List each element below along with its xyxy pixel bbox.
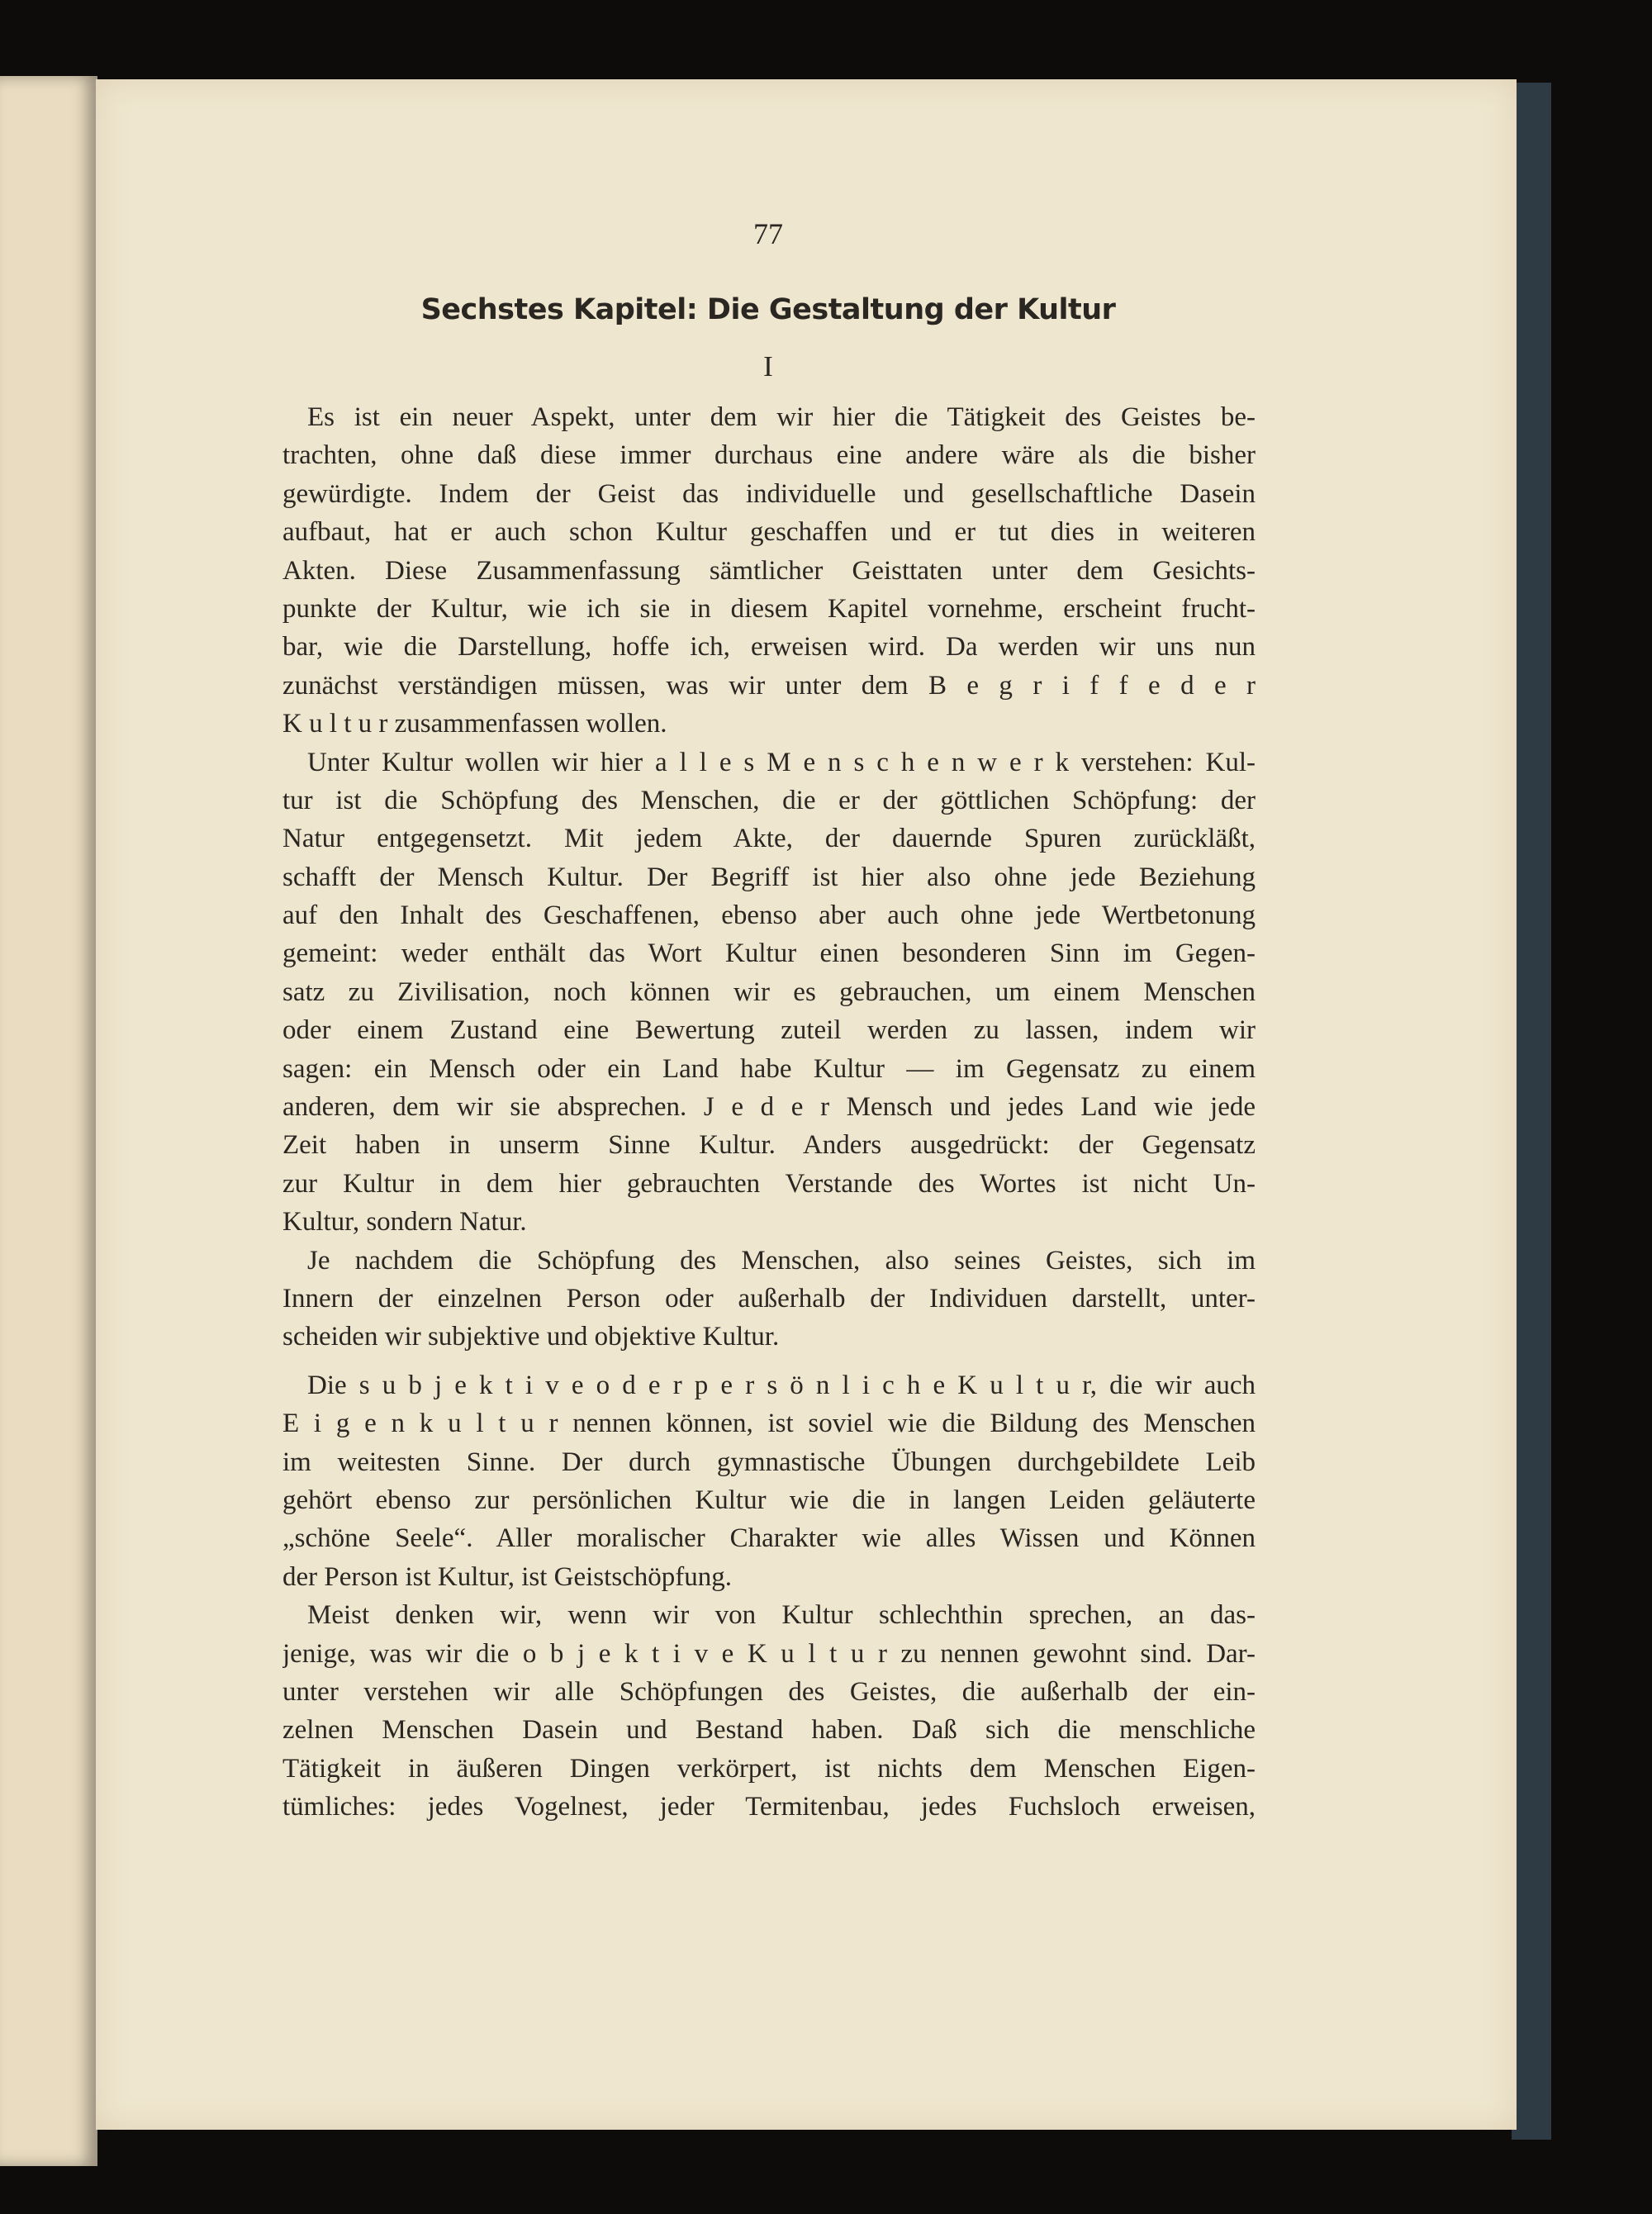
- text-line: satz zu Zivilisation, noch können wir es gebrauchen, um einem Menschen: [282, 976, 1256, 1007]
- text-line: punkte der Kultur, wie ich sie in diesem Kapitel vornehme, erscheint frucht-: [282, 593, 1256, 624]
- text-line: schafft der Mensch Kultur. Der Begriff ist hier also ohne jede Beziehung: [282, 862, 1256, 892]
- text-line: Tätigkeit in äußeren Dingen verkörpert, ist nichts dem Menschen Eigen-: [282, 1753, 1256, 1784]
- text-line: trachten, ohne daß diese immer durchaus eine andere wäre als die bisher: [282, 440, 1256, 471]
- text-line: auf den Inhalt des Geschaffenen, ebenso aber auch ohne jede Wertbetonung: [282, 900, 1256, 931]
- text-line: Je nachdem die Schöpfung des Menschen, also seines Geistes, sich im: [307, 1245, 1256, 1276]
- text-line: K u l t u r zusammenfassen wollen.: [282, 709, 667, 739]
- text-line: Meist denken wir, wenn wir von Kultur schlechthin sprechen, an das-: [307, 1600, 1256, 1631]
- paragraph: [282, 1242, 1256, 1356]
- text-line: Es ist ein neuer Aspekt, unter dem wir hier die Tätigkeit des Geistes be-: [307, 402, 1256, 432]
- text-line: tümliches: jedes Vogelnest, jeder Termitenbau, jedes Fuchsloch erweisen,: [282, 1792, 1256, 1822]
- body-text: [282, 398, 1256, 1826]
- text-line: Die s u b j e k t i v e o d e r p e r s ö n l i c h e K u l t u r, die wir auch: [307, 1370, 1256, 1400]
- text-line: Unter Kultur wollen wir hier a l l e s M e n s c h e n w e r k verstehen: Kul-: [307, 747, 1256, 777]
- text-line: Akten. Diese Zusammenfassung sämtlicher Geisttaten unter dem Gesichts-: [282, 555, 1256, 586]
- text-line: oder einem Zustand eine Bewertung zuteil werden zu lassen, indem wir: [282, 1015, 1256, 1046]
- text-line: unter verstehen wir alle Schöpfungen des Geistes, die außerhalb der ein-: [282, 1676, 1256, 1707]
- text-line: jenige, was wir die o b j e k t i v e K u l t u r zu nennen gewohnt sind. Dar-: [282, 1638, 1256, 1669]
- section-number: I: [763, 350, 773, 382]
- text-line: Innern der einzelnen Person oder außerhalb der Individuen darstellt, unter-: [282, 1283, 1256, 1314]
- chapter-title: Sechstes Kapitel: Die Gestaltung der Kultur: [420, 293, 1116, 326]
- text-line: Zeit haben in unserm Sinne Kultur. Anders ausgedrückt: der Gegensatz: [282, 1130, 1256, 1161]
- text-line: Kultur, sondern Natur.: [282, 1207, 527, 1238]
- text-line: der Person ist Kultur, ist Geistschöpfung.: [282, 1561, 733, 1592]
- text-line: Natur entgegensetzt. Mit jedem Akte, der dauernde Spuren zurückläßt,: [282, 824, 1256, 854]
- paragraph: [282, 1596, 1256, 1826]
- text-line: gehört ebenso zur persönlichen Kultur wie die in langen Leiden geläuterte: [282, 1485, 1256, 1515]
- text-line: gewürdigte. Indem der Geist das individuelle und gesellschaftliche Dasein: [282, 478, 1256, 509]
- text-line: anderen, dem wir sie absprechen. J e d e r Mensch und jedes Land wie jede: [282, 1092, 1256, 1123]
- text-line: zelnen Menschen Dasein und Bestand haben. Daß sich die menschliche: [282, 1715, 1256, 1746]
- page-number: 77: [753, 217, 783, 250]
- text-line: zunächst verständigen müssen, was wir unter dem B e g r i f f e d e r: [282, 670, 1256, 701]
- text-line: im weitesten Sinne. Der durch gymnastische Übungen durchgebildete Leib: [282, 1447, 1256, 1477]
- book-cover-edge: [1512, 83, 1551, 2140]
- text-line: aufbaut, hat er auch schon Kultur geschaffen und er tut dies in weiteren: [282, 517, 1256, 548]
- paragraph: [282, 1366, 1256, 1596]
- text-line: E i g e n k u l t u r nennen können, ist soviel wie die Bildung des Menschen: [282, 1409, 1256, 1439]
- text-line: sagen: ein Mensch oder ein Land habe Kultur — im Gegensatz zu einem: [282, 1053, 1256, 1084]
- text-line: tur ist die Schöpfung des Menschen, die er der göttlichen Schöpfung: der: [282, 785, 1256, 815]
- text-line: zur Kultur in dem hier gebrauchten Verstande des Wortes ist nicht Un-: [282, 1168, 1256, 1199]
- facing-page-edge: [0, 76, 97, 2166]
- paragraph: [282, 744, 1256, 1242]
- paragraph: [282, 398, 1256, 744]
- text-line: „schöne Seele“. Aller moralischer Charakter wie alles Wissen und Können: [282, 1523, 1256, 1554]
- text-line: scheiden wir subjektive und objektive Kultur.: [282, 1322, 780, 1352]
- text-line: bar, wie die Darstellung, hoffe ich, erweisen wird. Da werden wir uns nun: [282, 632, 1256, 663]
- text-line: gemeint: weder enthält das Wort Kultur einen besonderen Sinn im Gegen-: [282, 938, 1256, 969]
